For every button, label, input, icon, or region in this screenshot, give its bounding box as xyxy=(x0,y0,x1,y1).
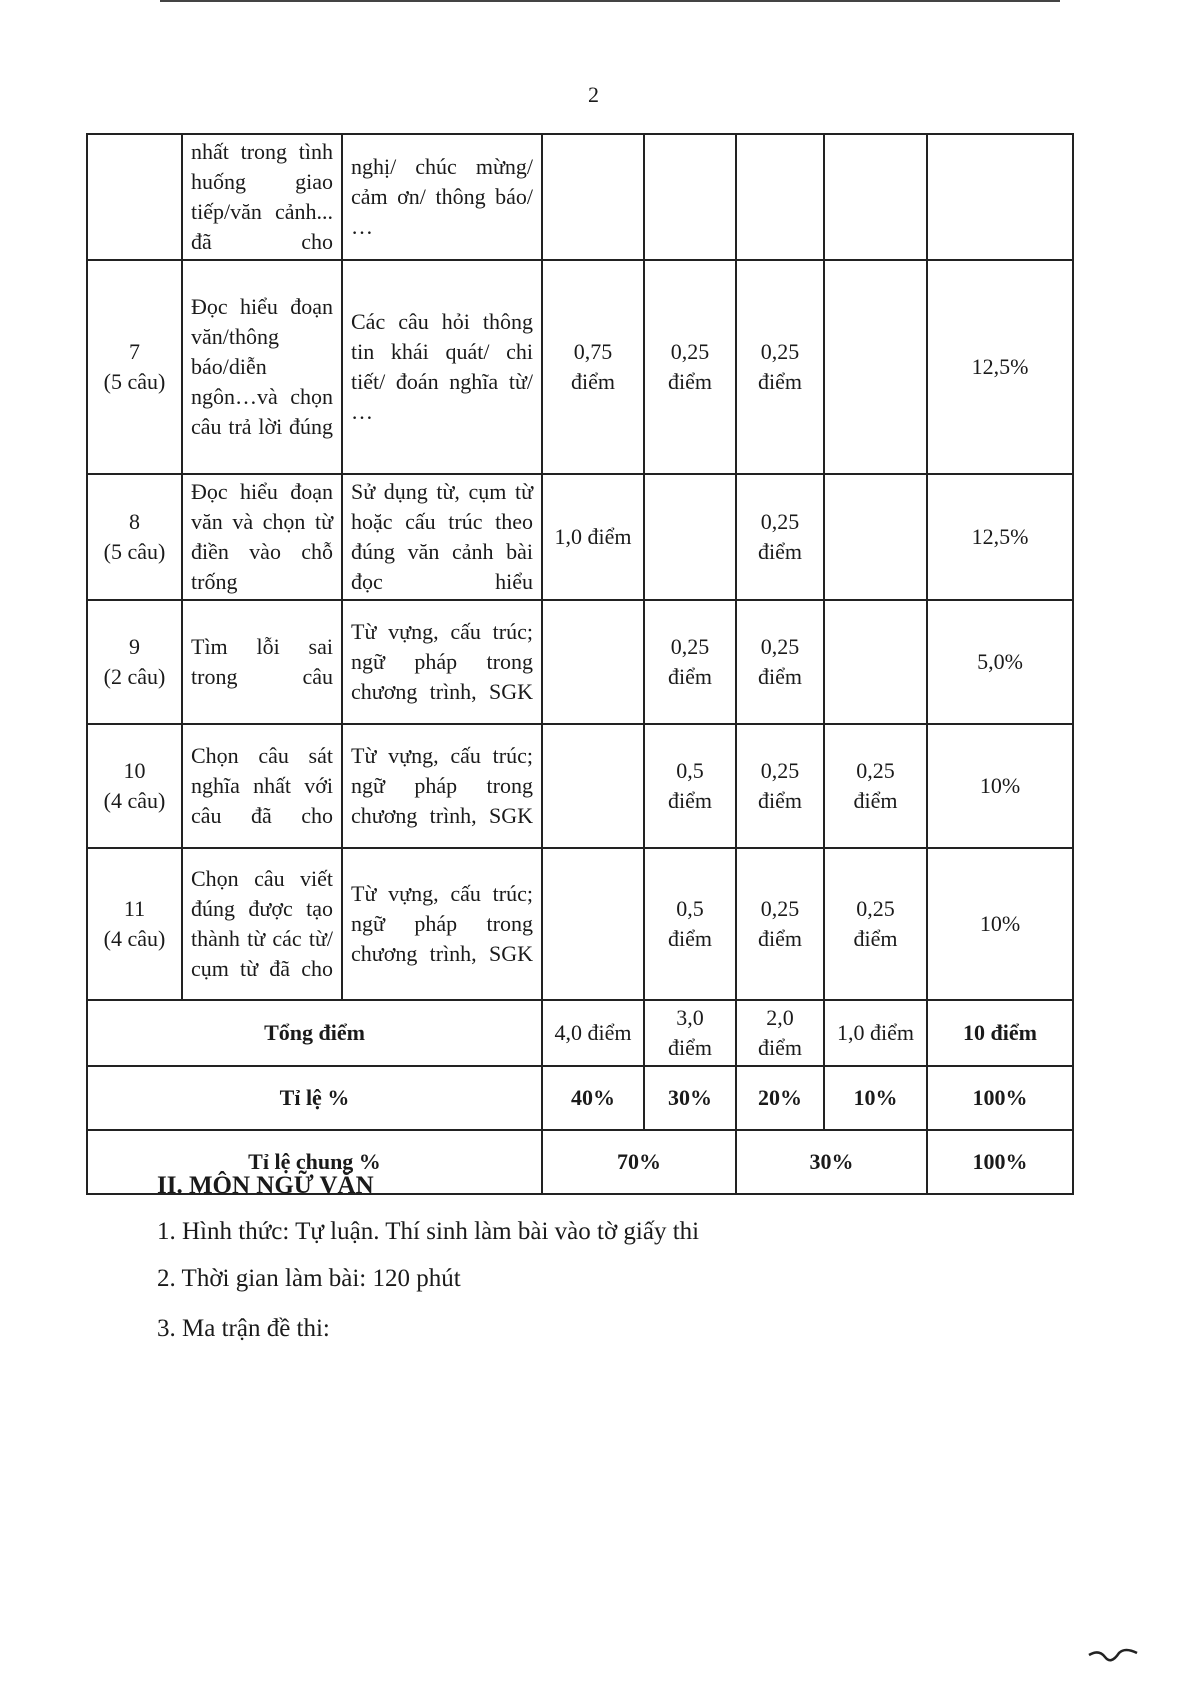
question-number: 10 xyxy=(123,758,146,783)
score-cell-v2 xyxy=(644,134,736,260)
ratio-v4: 10% xyxy=(824,1066,927,1130)
task-description-cell xyxy=(182,600,342,724)
question-number-cell xyxy=(87,474,182,600)
question-number-cell xyxy=(87,134,182,260)
top-rule xyxy=(160,0,1060,2)
common-b: 30% xyxy=(736,1130,927,1194)
ratio-label: Tỉ lệ % xyxy=(87,1066,542,1130)
total-v3: 2,0 điểm xyxy=(736,1000,824,1066)
ratio-all: 100% xyxy=(927,1066,1073,1130)
score-cell-v2 xyxy=(644,474,736,600)
score-cell-v3: 0,25 điểm xyxy=(736,724,824,848)
ratio-row xyxy=(87,1066,1073,1130)
task-description: Đọc hiểu đoạn văn và chọn từ điền vào chỗ trống xyxy=(191,479,333,594)
table-row xyxy=(87,134,1073,260)
question-number-cell xyxy=(87,260,182,474)
content-cell xyxy=(342,600,542,724)
content-text: Sử dụng từ, cụm từ hoặc cấu trúc theo đúng văn cảnh bài đọc hiểu xyxy=(351,479,533,594)
score-cell-v3: 0,25 điểm xyxy=(736,848,824,1000)
table-row xyxy=(87,848,1073,1000)
initials-mark xyxy=(1085,1645,1145,1669)
common-all: 100% xyxy=(927,1130,1073,1194)
score-cell-v1: 1,0 điểm xyxy=(542,474,644,600)
content-text: Từ vựng, cấu trúc; ngữ pháp trong chương trình, SGK xyxy=(351,743,533,828)
percent-cell: 12,5% xyxy=(927,474,1073,600)
score-cell-v4: 0,25 điểm xyxy=(824,848,927,1000)
score-cell-v1 xyxy=(542,134,644,260)
percent-cell: 5,0% xyxy=(927,600,1073,724)
total-label: Tổng điểm xyxy=(87,1000,542,1066)
score-cell-v1 xyxy=(542,600,644,724)
percent-cell: 12,5% xyxy=(927,260,1073,474)
question-count: (4 câu) xyxy=(103,788,166,813)
total-v1: 4,0 điểm xyxy=(542,1000,644,1066)
score-cell-v1 xyxy=(542,724,644,848)
task-description: Chọn câu sát nghĩa nhất với câu đã cho xyxy=(191,743,333,828)
score-cell-v2: 0,5 điểm xyxy=(644,724,736,848)
table-row xyxy=(87,474,1073,600)
score-cell-v3: 0,25 điểm xyxy=(736,600,824,724)
task-description-cell xyxy=(182,724,342,848)
score-cell-v4 xyxy=(824,134,927,260)
content-cell xyxy=(342,260,542,474)
score-cell-v3: 0,25 điểm xyxy=(736,474,824,600)
task-description: Tìm lỗi sai trong câu xyxy=(191,634,333,689)
percent-cell: 10% xyxy=(927,848,1073,1000)
content-cell xyxy=(342,724,542,848)
score-cell-v3: 0,25 điểm xyxy=(736,260,824,474)
task-description-cell xyxy=(182,848,342,1000)
question-number: 7 xyxy=(129,339,140,364)
score-cell-v1 xyxy=(542,848,644,1000)
percent-cell xyxy=(927,134,1073,260)
question-number: 8 xyxy=(129,509,140,534)
section-title: II. MÔN NGỮ VĂN xyxy=(157,1172,374,1199)
task-description-cell xyxy=(182,260,342,474)
task-description: Chọn câu viết đúng được tạo thành từ các từ/ cụm từ đã cho xyxy=(191,866,333,981)
content-text: Từ vựng, cấu trúc; ngữ pháp trong chương trình, SGK xyxy=(351,619,533,704)
question-number: 11 xyxy=(123,896,146,921)
question-number-cell xyxy=(87,848,182,1000)
content-cell xyxy=(342,848,542,1000)
total-all: 10 điểm xyxy=(927,1000,1073,1066)
common-label: Tỉ lệ chung % xyxy=(87,1130,542,1194)
section-line-time: 2. Thời gian làm bài: 120 phút xyxy=(157,1265,461,1292)
content-text: Các câu hỏi thông tin khái quát/ chi tiết/ đoán nghĩa từ/ … xyxy=(351,309,533,424)
score-cell-v1: 0,75 điểm xyxy=(542,260,644,474)
total-row xyxy=(87,1000,1073,1066)
score-cell-v4: 0,25 điểm xyxy=(824,724,927,848)
common-a: 70% xyxy=(542,1130,736,1194)
task-description: Đọc hiểu đoạn văn/thông báo/diễn ngôn…và chọn câu trả lời đúng xyxy=(191,294,333,439)
task-description-cell xyxy=(182,134,342,260)
question-number: 9 xyxy=(129,634,140,659)
content-cell xyxy=(342,134,542,260)
score-cell-v2: 0,25 điểm xyxy=(644,600,736,724)
total-v4: 1,0 điểm xyxy=(824,1000,927,1066)
ratio-v2: 30% xyxy=(644,1066,736,1130)
total-v2: 3,0 điểm xyxy=(644,1000,736,1066)
score-cell-v4 xyxy=(824,474,927,600)
table-row xyxy=(87,724,1073,848)
question-count: (2 câu) xyxy=(103,664,166,689)
exam-matrix-table xyxy=(86,133,1074,1195)
percent-cell: 10% xyxy=(927,724,1073,848)
question-number-cell xyxy=(87,600,182,724)
question-count: (5 câu) xyxy=(103,539,166,564)
question-number-cell xyxy=(87,724,182,848)
ratio-v3: 20% xyxy=(736,1066,824,1130)
content-text: Từ vựng, cấu trúc; ngữ pháp trong chương trình, SGK xyxy=(351,881,533,966)
score-cell-v2: 0,5 điểm xyxy=(644,848,736,1000)
task-description-cell xyxy=(182,474,342,600)
section-line-matrix: 3. Ma trận đề thi: xyxy=(157,1315,330,1342)
task-description: nhất trong tình huống giao tiếp/văn cảnh... đã cho xyxy=(191,139,333,254)
content-cell xyxy=(342,474,542,600)
table-row xyxy=(87,260,1073,474)
page-number: 2 xyxy=(588,82,599,107)
question-count: (4 câu) xyxy=(103,926,166,951)
ratio-v1: 40% xyxy=(542,1066,644,1130)
score-cell-v4 xyxy=(824,600,927,724)
score-cell-v3 xyxy=(736,134,824,260)
content-text: nghị/ chúc mừng/ cảm ơn/ thông báo/ … xyxy=(351,154,533,239)
section-line-format: 1. Hình thức: Tự luận. Thí sinh làm bài vào tờ giấy thi xyxy=(157,1218,700,1245)
question-count: (5 câu) xyxy=(103,369,166,394)
score-cell-v2: 0,25 điểm xyxy=(644,260,736,474)
table-row xyxy=(87,600,1073,724)
score-cell-v4 xyxy=(824,260,927,474)
